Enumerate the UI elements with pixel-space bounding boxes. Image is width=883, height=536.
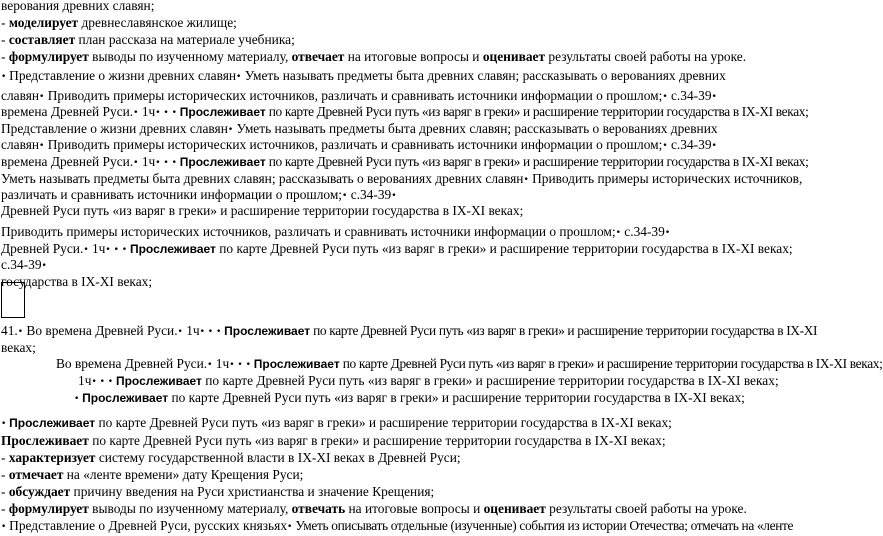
text-run: 1ч [182, 323, 200, 338]
text-run: - [1, 484, 9, 499]
text-run: по карте Древней Руси путь «из варяг в греки» и расширение территории государства в IX-XI веках; [339, 356, 883, 371]
text-run: с.34-39 [667, 88, 712, 103]
text-run: выводы по изученному материалу, [88, 49, 292, 64]
text-run: результаты своей работы на уроке. [545, 501, 747, 516]
bullet-icon: • [662, 92, 668, 102]
bold-keyword: Прослеживает [9, 416, 96, 430]
text-run: по карте Древней Руси путь «из варяг в греки» и расширение территории государства в IX-XI веках; [168, 390, 745, 405]
text-run: на итоговые вопросы и [345, 501, 484, 516]
text-run: Уметь называть предметы быта древних славян; рассказывать о верованиях древних [233, 121, 718, 136]
bullet-icon: • [74, 394, 83, 404]
text-run: Уметь описывать отдельные (изученные) события из истории Отечества; отмечать на «ленте [292, 518, 794, 533]
text-line [1, 517, 816, 536]
text-run: - [1, 49, 9, 64]
text-run: 1ч [88, 241, 106, 256]
bold-keyword: отвечает [291, 49, 345, 64]
bold-keyword: Прослеживает [1, 433, 89, 448]
bullet-icon: • [227, 125, 234, 135]
bold-keyword: оценивает [483, 501, 546, 516]
text-run: времена Древней Руси. [1, 154, 134, 169]
bullet-icon: • [711, 92, 717, 102]
text-line [1, 67, 816, 86]
text-run: с.34-39 [347, 187, 392, 202]
bullet-icon: • • • [91, 377, 116, 387]
text-run: выводы по изученному материалу, [88, 501, 292, 516]
text-run: Уметь называть предметы быта древних славян; рассказывать о верованиях древних славян [1, 171, 524, 186]
text-line [1, 414, 816, 433]
text-line [1, 483, 816, 500]
text-run: Приводить примеры исторических источников, различать и сравнивать источники информации о прошлом; [44, 88, 663, 103]
text-run: по карте Древней Руси путь «из варяг в греки» и расширение территории государства в IX-XI [310, 323, 818, 338]
bullet-icon: • [711, 141, 717, 151]
text-line [1, 500, 816, 517]
text-run: Уметь называть предметы быта древних славян; рассказывать о верованиях древних [241, 68, 726, 83]
text-run: Представление о Древней Руси, русских князьях [9, 518, 288, 533]
text-run: Приводить примеры исторических источников, различать и сравнивать источники информации о прошлом; [44, 137, 663, 152]
bullet-icon: • • • [229, 360, 254, 370]
text-line [74, 389, 816, 408]
text-run: государства в IX-XI веках; [1, 274, 153, 289]
text-run: славян [1, 137, 40, 152]
bullet-icon: • [39, 141, 45, 151]
text-run: Древней Руси. [1, 241, 84, 256]
bullet-icon: • [391, 191, 397, 201]
bullet-icon: • • • [105, 245, 130, 255]
text-line [1, 48, 816, 65]
bold-keyword: Прослеживает [179, 155, 266, 169]
bullet-icon: • [664, 228, 671, 238]
text-run: по карте Древней Руси путь «из варяг в греки» и расширение территории государства в IX-XI веках; [215, 241, 793, 256]
bullet-icon: • [133, 158, 139, 168]
bold-keyword: формулирует [8, 49, 89, 64]
text-run: Представление о жизни древних славян [1, 121, 228, 136]
text-line [1, 339, 816, 356]
text-run: причину введения на Руси христианства и значение Крещения; [70, 484, 435, 499]
bullet-icon: • [523, 175, 529, 185]
bold-keyword: отмечает [8, 467, 64, 482]
text-run: с.34-39 [620, 224, 665, 239]
bullet-icon: • [41, 261, 47, 271]
bold-keyword: Прослеживает [224, 324, 311, 338]
bold-keyword: формулирует [8, 501, 89, 516]
text-run: по карте Древней Руси путь «из варяг в греки» и расширение территории государства в IX-XI веках; [265, 104, 809, 119]
bold-keyword: обсуждает [8, 484, 71, 499]
bullet-icon: • [615, 228, 621, 238]
text-run: 1ч [78, 373, 92, 388]
bullet-icon: • [207, 360, 213, 370]
text-line [1, 31, 816, 48]
bullet-icon: • [133, 108, 139, 118]
bullet-icon: • [39, 92, 45, 102]
text-run: Во времена Древней Руси. [56, 356, 208, 371]
text-line [1, 0, 816, 14]
text-line [1, 14, 816, 31]
text-run: 41. [1, 323, 18, 338]
bullet-icon: • [1, 72, 10, 82]
bold-keyword: Прослеживает [115, 374, 202, 388]
text-run: - [1, 467, 9, 482]
bold-keyword: составляет [8, 32, 76, 47]
text-run: Приводить примеры исторических источников, различать и сравнивать источники информации о прошлом; [1, 224, 616, 239]
text-run: Приводить примеры исторических источников, [528, 171, 803, 186]
bullet-icon: • • • [155, 158, 180, 168]
bullet-icon: • [177, 327, 183, 337]
text-line [1, 449, 816, 466]
text-run: по карте Древней Руси путь «из варяг в греки» и расширение территории государства в IX-XI веках; [201, 373, 779, 388]
text-run: - [1, 32, 9, 47]
bullet-icon: • [287, 522, 293, 532]
bold-keyword: характеризует [8, 450, 96, 465]
text-run: Представление о жизни древних славян [9, 68, 237, 83]
text-run: на итоговые вопросы и [344, 49, 483, 64]
text-run: по карте Древней Руси путь «из варяг в греки» и расширение территории государства в IX-XI веках; [95, 415, 672, 430]
text-line [1, 466, 816, 483]
text-run: с.34-39 [667, 137, 712, 152]
text-run: веках; [1, 340, 36, 355]
text-run: различать и сравнивать источники информации о прошлом; [1, 187, 343, 202]
bullet-icon: • • • [199, 327, 225, 337]
bullet-icon: • • • [155, 108, 180, 118]
bullet-icon: • [236, 72, 242, 82]
text-run: славян [1, 88, 40, 103]
text-run: 1ч [138, 104, 156, 119]
bold-keyword: оценивает [482, 49, 546, 64]
bold-keyword: Прослеживает [253, 357, 340, 371]
bullet-icon: • [1, 419, 10, 429]
bullet-icon: • [662, 141, 668, 151]
bullet-icon: • [1, 522, 10, 532]
text-run: 1ч [212, 356, 230, 371]
text-run: древнеславянское жилище; [78, 15, 237, 30]
bold-keyword: Прослеживает [179, 105, 266, 119]
text-run: 1ч [138, 154, 156, 169]
bullet-icon: • [17, 327, 24, 337]
text-run: результаты своей работы на уроке. [545, 49, 747, 64]
text-run: времена Древней Руси. [1, 104, 134, 119]
bold-keyword: Прослеживает [129, 242, 216, 256]
text-line [1, 202, 816, 219]
text-run: Во времена Древней Руси. [23, 323, 178, 338]
bold-keyword: Прослеживает [82, 391, 169, 405]
text-run: - [1, 15, 9, 30]
text-run: верования древних славян; [1, 0, 155, 13]
bullet-icon: • [83, 245, 89, 255]
text-run: по карте Древней Руси путь «из варяг в греки» и расширение территории государства в IX-XI веках; [265, 154, 809, 169]
text-run: на «ленте времени» дату Крещения Руси; [63, 467, 304, 482]
bold-keyword: моделирует [8, 15, 79, 30]
bullet-icon: • [342, 191, 348, 201]
text-run: систему государственной власти в IX-XI веках в Древней Руси; [95, 450, 461, 465]
text-run: по карте Древней Руси путь «из варяг в греки» и расширение территории государства в IX-XI веках; [88, 433, 666, 448]
text-line [1, 432, 816, 449]
text-run: - [1, 501, 9, 516]
text-line [1, 273, 816, 290]
text-run: - [1, 450, 9, 465]
text-run: Древней Руси путь «из варяг в греки» и расширение территории государства в IX-XI веках; [1, 203, 524, 218]
bold-keyword: отвечать [291, 501, 346, 516]
text-run: с.34-39 [1, 257, 42, 272]
text-run: план рассказа на материале учебника; [75, 32, 295, 47]
